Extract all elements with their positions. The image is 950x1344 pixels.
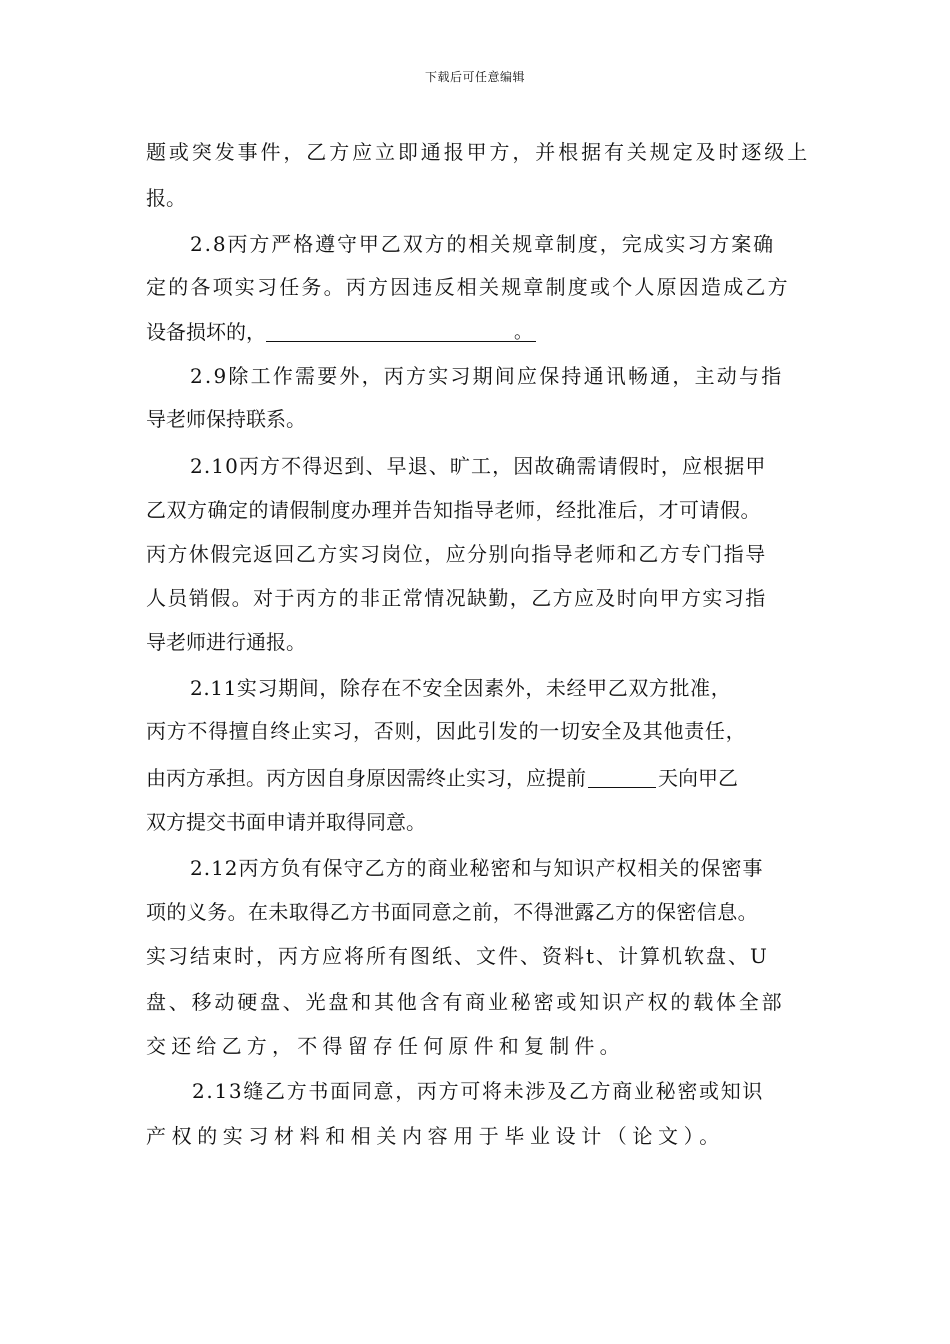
text-line: 报。 <box>146 186 186 210</box>
text-line: 产权的实习材料和相关内容用于毕业设计（论文）。 <box>146 1124 725 1148</box>
text-line-with-blank <box>146 764 738 790</box>
text-line: 项的义务。在未取得乙方书面同意之前，不得泄露乙方的保密信息。 <box>146 900 758 924</box>
text-line: 丙方不得擅自终止实习，否则，因此引发的一切安全及其他责任， <box>146 719 747 743</box>
text-line: 双方提交书面申请并取得同意。 <box>146 810 426 834</box>
clause-2-8: 2.8丙方严格遵守甲乙双方的相关规章制度，完成实习方案确 <box>190 232 776 256</box>
text-line: 交还给乙方，不得留存任何原件和复制件。 <box>146 1034 625 1058</box>
text-line: 实习结束时，丙方应将所有图纸、文件、资料t、计算机软盘、U <box>146 944 769 968</box>
text-line: 丙方休假完返回乙方实习岗位，应分别向指导老师和乙方专门指导 <box>146 542 767 566</box>
text-line-with-blank <box>146 318 536 344</box>
clause-2-11: 2.11实习期间，除存在不安全因素外，未经甲乙双方批准， <box>190 676 732 700</box>
clause-2-9: 2.9除工作需要外，丙方实习期间应保持通讯畅通，主动与指 <box>190 364 784 388</box>
page-header: 下载后可任意编辑 <box>424 70 525 84</box>
text-line: 定的各项实习任务。丙方因违反相关规章制度或个人原因造成乙方 <box>146 275 790 299</box>
period-mark: 。 <box>514 322 532 343</box>
text-line: 乙双方确定的请假制度办理并告知指导老师，经批准后，才可请假。 <box>146 498 761 522</box>
text-line: 题或突发事件，乙方应立即通报甲方，并根据有关规定及时逐级上 <box>146 140 811 164</box>
text-fragment: 天向甲乙 <box>658 766 738 790</box>
text-line: 导老师保持联系。 <box>146 407 306 431</box>
text-line: 人员销假。对于丙方的非正常情况缺勤，乙方应及时向甲方实习指 <box>146 586 767 610</box>
clause-2-10: 2.10丙方不得迟到、早退、旷工，因故确需请假时，应根据甲 <box>190 454 767 478</box>
clause-2-12: 2.12丙方负有保守乙方的商业秘密和与知识产权相关的保密事 <box>190 856 764 880</box>
days-blank <box>588 767 656 788</box>
text-line: 盘、移动硬盘、光盘和其他含有商业秘密或知识产权的载体全部 <box>146 990 785 1014</box>
text-fragment: 设备损坏的， <box>146 320 266 344</box>
fill-in-blank <box>266 321 536 342</box>
text-fragment: 由丙方承担。丙方因自身原因需终止实习，应提前 <box>146 766 586 790</box>
text-line: 导老师进行通报。 <box>146 630 306 654</box>
clause-2-13: 2.13缝乙方书面同意，丙方可将未涉及乙方商业秘密或知识 <box>192 1079 765 1103</box>
